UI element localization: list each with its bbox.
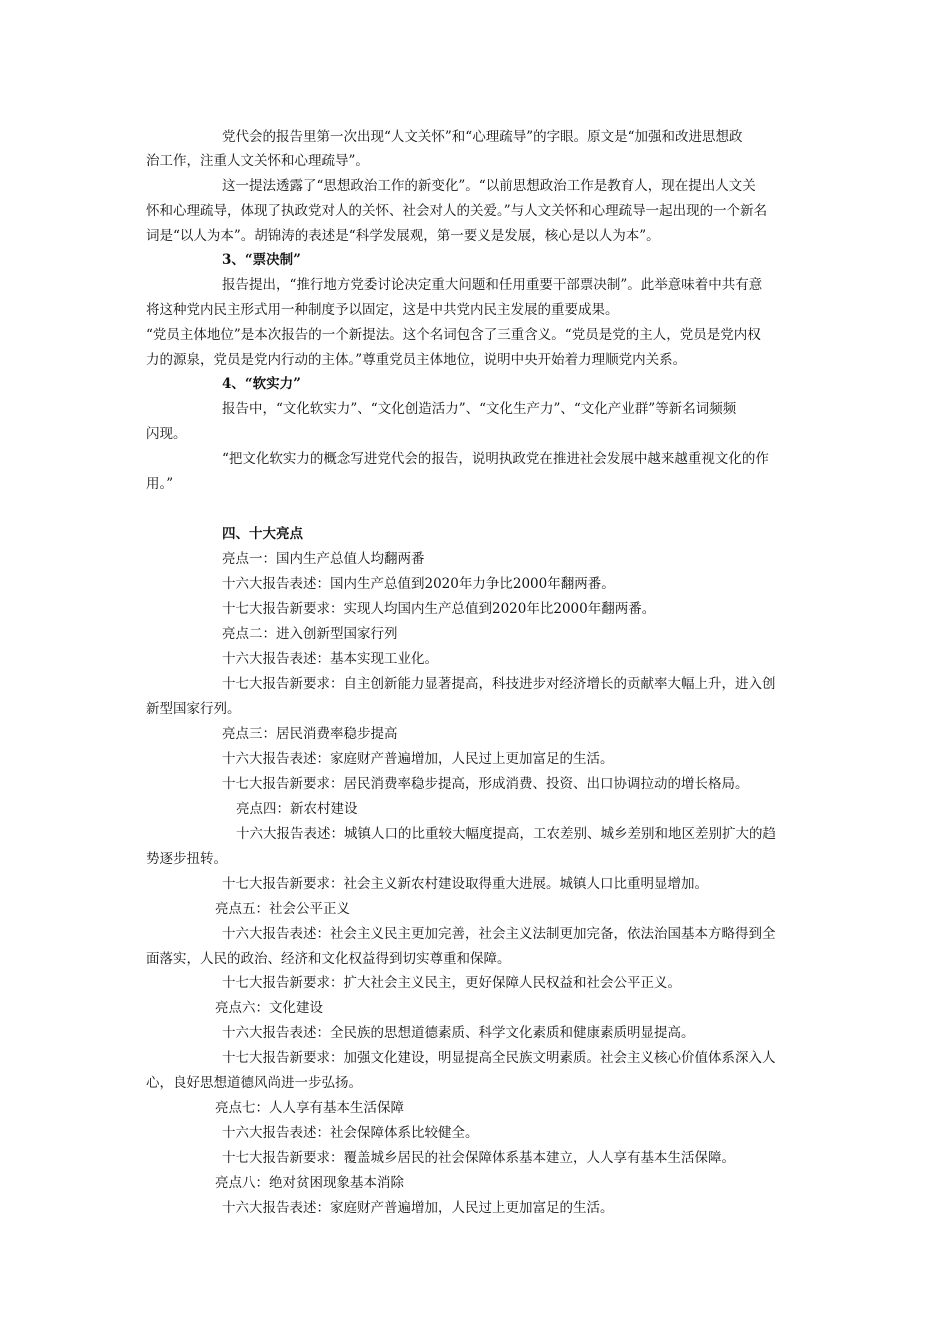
text-line: 十六大报告表述：社会主义民主更加完善，社会主义法制更加完备，依法治国基本方略得到全 [222, 926, 776, 942]
highlight-title: 亮点四：新农村建设 [236, 801, 358, 817]
text-line: 十七大报告新要求：社会主义新农村建设取得重大进展。城镇人口比重明显增加。 [222, 876, 708, 892]
text-line: 将这种党内民主形式用一种制度予以固定，这是中共党内民主发展的重要成果。 [146, 302, 619, 318]
text-line: 力的源泉，党员是党内行动的主体。”尊重党员主体地位，说明中央开始着力理顺党内关系。 [146, 352, 687, 368]
text-line: 十七大报告新要求：扩大社会主义民主，更好保障人民权益和社会公平正义。 [222, 975, 681, 991]
highlight-title: 亮点一：国内生产总值人均翻两番 [222, 551, 425, 567]
text-line: 十七大报告新要求：加强文化建设，明显提高全民族文明素质。社会主义核心价值体系深入人 [222, 1050, 776, 1066]
text-line: 新型国家行列。 [146, 701, 241, 717]
text-line: 面落实，人民的政治、经济和文化权益得到切实尊重和保障。 [146, 951, 511, 967]
text-line: 十六大报告表述：家庭财产普遍增加，人民过上更加富足的生活。 [222, 1200, 614, 1216]
section-heading: 3、“票决制” [222, 252, 301, 268]
section-heading: 四、十大亮点 [222, 526, 303, 542]
text-line: 势逐步扭转。 [146, 851, 227, 867]
text-line: 用。” [146, 476, 174, 492]
text-line: 闪现。 [146, 426, 187, 442]
highlight-title: 亮点三：居民消费率稳步提高 [222, 726, 398, 742]
highlight-title: 亮点二：进入创新型国家行列 [222, 626, 398, 642]
text-line: 怀和心理疏导，体现了执政党对人的关怀、社会对人的关爱。”与人文关怀和心理疏导一起出现的一个新名 [146, 203, 768, 219]
text-line: 报告提出，“推行地方党委讨论决定重大问题和任用重要干部票决制”。此举意味着中共有意 [222, 277, 763, 293]
text-line: 治工作，注重人文关怀和心理疏导”。 [146, 153, 369, 169]
text-line: 十六大报告表述：家庭财产普遍增加，人民过上更加富足的生活。 [222, 751, 614, 767]
text-line: 十六大报告表述：全民族的思想道德素质、科学文化素质和健康素质明显提高。 [222, 1025, 695, 1041]
text-line: 词是“以人为本”。胡锦涛的表述是“科学发展观，第一要义是发展，核心是以人为本”。 [146, 228, 660, 244]
text-line: 十七大报告新要求：居民消费率稳步提高，形成消费、投资、出口协调拉动的增长格局。 [222, 776, 749, 792]
text-line: 十六大报告表述：城镇人口的比重较大幅度提高，工农差别、城乡差别和地区差别扩大的趋 [236, 826, 776, 842]
text-line: 这一提法透露了“思想政治工作的新变化”。“以前思想政治工作是教育人，现在提出人文关 [222, 178, 756, 194]
text-line: 心，良好思想道德风尚进一步弘扬。 [146, 1075, 362, 1091]
highlight-title: 亮点六：文化建设 [215, 1000, 323, 1016]
text-line: 报告中，“文化软实力”、“文化创造活力”、“文化生产力”、“文化产业群”等新名词频频 [222, 401, 737, 417]
text-line: 十七大报告新要求：自主创新能力显著提高，科技进步对经济增长的贡献率大幅上升，进入创 [222, 676, 776, 692]
text-line: 十七大报告新要求：实现人均国内生产总值到2020年比2000年翻两番。 [222, 601, 656, 617]
text-line: 十七大报告新要求：覆盖城乡居民的社会保障体系基本建立，人人享有基本生活保障。 [222, 1150, 735, 1166]
section-heading: 4、“软实力” [222, 376, 301, 392]
text-line: “党员主体地位”是本次报告的一个新提法。这个名词包含了三重含义。“党员是党的主人，党员是党内权 [146, 327, 761, 343]
text-line: 十六大报告表述：国内生产总值到2020年力争比2000年翻两番。 [222, 576, 615, 592]
text-line: 十六大报告表述：基本实现工业化。 [222, 651, 438, 667]
text-line: 党代会的报告里第一次出现“人文关怀”和“心理疏导”的字眼。原文是“加强和改进思想政 [222, 129, 743, 145]
text-line: “把文化软实力的概念写进党代会的报告，说明执政党在推进社会发展中越来越重视文化的作 [222, 451, 769, 467]
highlight-title: 亮点八：绝对贫困现象基本消除 [215, 1175, 404, 1191]
text-line: 十六大报告表述：社会保障体系比较健全。 [222, 1125, 479, 1141]
highlight-title: 亮点七：人人享有基本生活保障 [215, 1100, 404, 1116]
highlight-title: 亮点五：社会公平正义 [215, 901, 350, 917]
